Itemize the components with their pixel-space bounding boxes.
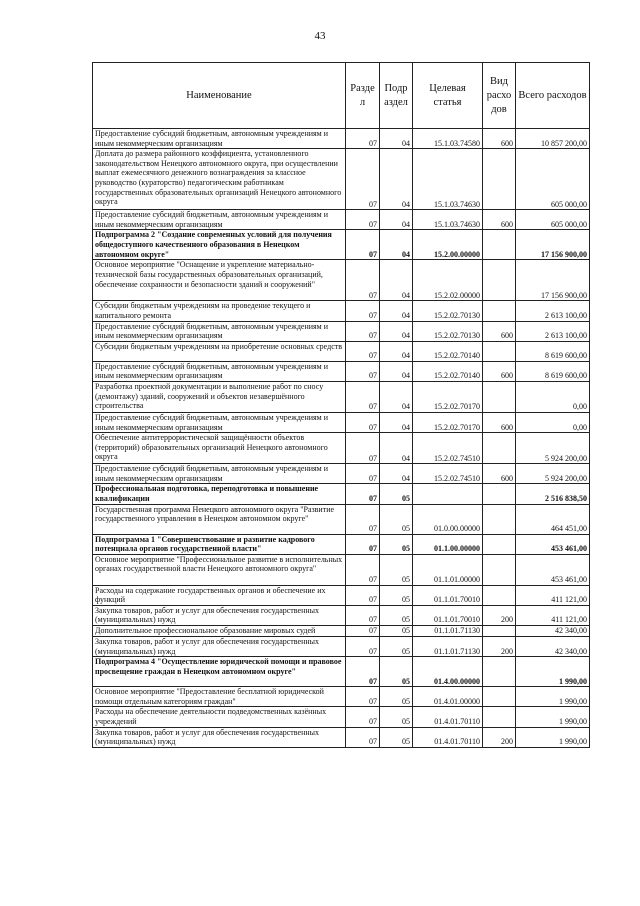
header-name: Наименование	[93, 63, 346, 129]
table-row	[93, 341, 590, 361]
cell-total: 0,00	[516, 412, 590, 432]
cell-name: Основное мероприятие "Предоставление бесплатной юридической помощи отдельным категориям граждан"	[93, 687, 346, 707]
cell-name: Доплата до размера районного коэффициента, установленного законодательством Ненецкого автономного округа, при осуществлении выплат ежемесячного денежного вознаграждения за классное руководство (кураторство) педагогическим работникам государственных образовательных организаций Ненецкого автономного округа	[93, 149, 346, 210]
cell-razdel: 07	[346, 210, 380, 230]
cell-razdel: 07	[346, 727, 380, 747]
cell-total: 10 857 200,00	[516, 129, 590, 149]
cell-expense-type	[483, 260, 516, 301]
table-row	[93, 260, 590, 301]
cell-total: 17 156 900,00	[516, 230, 590, 260]
cell-target-article: 15.2.02.74510	[413, 433, 483, 464]
cell-name: Подпрограмма 1 "Совершенствование и развитие кадрового потенциала органов государственной власти"	[93, 534, 346, 554]
cell-name: Основное мероприятие "Оснащение и укрепление материально-технической базы государственных образовательных организаций, обеспечение сохранности и безопасности зданий и сооружений"	[93, 260, 346, 301]
cell-podrazdel: 04	[380, 412, 413, 432]
cell-razdel: 07	[346, 149, 380, 210]
table-row	[93, 707, 590, 727]
cell-total: 453 461,00	[516, 534, 590, 554]
cell-target-article: 15.2.02.70140	[413, 341, 483, 361]
table-row	[93, 534, 590, 554]
header-razdel: Разде л	[346, 63, 380, 129]
cell-total: 2 613 100,00	[516, 301, 590, 321]
table-row	[93, 210, 590, 230]
cell-target-article: 01.4.00.00000	[413, 657, 483, 687]
cell-target-article: 01.4.01.00000	[413, 687, 483, 707]
cell-expense-type	[483, 534, 516, 554]
cell-target-article: 15.2.02.70140	[413, 361, 483, 381]
cell-expense-type	[483, 484, 516, 504]
cell-razdel: 07	[346, 433, 380, 464]
cell-podrazdel: 05	[380, 687, 413, 707]
cell-total: 1 990,00	[516, 727, 590, 747]
cell-name: Расходы на обеспечение деятельности подведомственных казённых учреждений	[93, 707, 346, 727]
cell-target-article: 15.2.02.70170	[413, 412, 483, 432]
cell-name: Обеспечение антитеррористической защищённости объектов (территорий) образовательных организаций Ненецкого автономного округа	[93, 433, 346, 464]
cell-target-article: 15.2.02.70170	[413, 381, 483, 412]
cell-total: 464 451,00	[516, 504, 590, 534]
cell-target-article: 01.4.01.70110	[413, 727, 483, 747]
cell-razdel: 07	[346, 301, 380, 321]
cell-podrazdel: 05	[380, 504, 413, 534]
cell-target-article: 01.1.01.70010	[413, 585, 483, 605]
table-row	[93, 230, 590, 260]
header-target-article: Целевая статья	[413, 63, 483, 129]
cell-target-article: 15.2.02.74510	[413, 464, 483, 484]
table-row	[93, 484, 590, 504]
cell-total: 2 613 100,00	[516, 321, 590, 341]
cell-razdel: 07	[346, 605, 380, 625]
cell-name: Расходы на содержание государственных органов и обеспечение их функций	[93, 585, 346, 605]
cell-name: Профессиональная подготовка, переподготовка и повышение квалификации	[93, 484, 346, 504]
table-row	[93, 321, 590, 341]
cell-target-article: 01.4.01.70110	[413, 707, 483, 727]
cell-razdel: 07	[346, 464, 380, 484]
cell-name: Субсидии бюджетным учреждениям на проведение текущего и капитального ремонта	[93, 301, 346, 321]
cell-podrazdel: 05	[380, 727, 413, 747]
cell-podrazdel: 05	[380, 657, 413, 687]
cell-razdel: 07	[346, 637, 380, 657]
cell-podrazdel: 04	[380, 381, 413, 412]
table-row	[93, 129, 590, 149]
table-row	[93, 504, 590, 534]
cell-total: 42 340,00	[516, 626, 590, 637]
header-total: Всего расходов	[516, 63, 590, 129]
cell-name: Основное мероприятие "Профессиональное развитие в исполнительных органах государственной власти Ненецкого автономного округа"	[93, 554, 346, 585]
cell-total: 0,00	[516, 381, 590, 412]
header-podrazdel: Подр аздел	[380, 63, 413, 129]
cell-expense-type	[483, 433, 516, 464]
cell-target-article: 15.1.03.74630	[413, 210, 483, 230]
cell-podrazdel: 04	[380, 464, 413, 484]
cell-podrazdel: 04	[380, 210, 413, 230]
cell-total: 1 990,00	[516, 687, 590, 707]
cell-target-article: 01.1.00.00000	[413, 534, 483, 554]
table-row	[93, 657, 590, 687]
cell-name: Разработка проектной документации и выполнение работ по сносу (демонтажу) зданий, сооружений и объектов незавершённого строительства	[93, 381, 346, 412]
cell-name: Закупка товаров, работ и услуг для обеспечения государственных (муниципальных) нужд	[93, 605, 346, 625]
cell-expense-type: 600	[483, 412, 516, 432]
cell-total: 1 990,00	[516, 657, 590, 687]
cell-expense-type	[483, 554, 516, 585]
cell-expense-type	[483, 657, 516, 687]
header-row	[93, 63, 590, 129]
cell-podrazdel: 04	[380, 129, 413, 149]
cell-expense-type: 200	[483, 605, 516, 625]
cell-target-article: 15.2.00.00000	[413, 230, 483, 260]
cell-podrazdel: 04	[380, 321, 413, 341]
cell-expense-type: 600	[483, 129, 516, 149]
cell-expense-type: 600	[483, 210, 516, 230]
cell-podrazdel: 05	[380, 585, 413, 605]
cell-podrazdel: 04	[380, 301, 413, 321]
cell-razdel: 07	[346, 554, 380, 585]
cell-target-article: 01.1.01.70010	[413, 605, 483, 625]
table-row	[93, 412, 590, 432]
cell-razdel: 07	[346, 657, 380, 687]
table-row	[93, 585, 590, 605]
cell-expense-type	[483, 687, 516, 707]
cell-expense-type: 200	[483, 637, 516, 657]
cell-target-article: 15.2.02.70130	[413, 321, 483, 341]
cell-razdel: 07	[346, 534, 380, 554]
cell-total: 42 340,00	[516, 637, 590, 657]
cell-podrazdel: 05	[380, 484, 413, 504]
cell-total: 453 461,00	[516, 554, 590, 585]
cell-target-article: 01.1.01.00000	[413, 554, 483, 585]
table-row	[93, 637, 590, 657]
cell-name: Предоставление субсидий бюджетным, автономным учреждениям и иным некоммерческим организациям	[93, 412, 346, 432]
cell-expense-type	[483, 504, 516, 534]
cell-podrazdel: 05	[380, 554, 413, 585]
cell-expense-type: 200	[483, 727, 516, 747]
cell-total: 605 000,00	[516, 210, 590, 230]
cell-total: 8 619 600,00	[516, 361, 590, 381]
cell-name: Предоставление субсидий бюджетным, автономным учреждениям и иным некоммерческим организациям	[93, 464, 346, 484]
cell-podrazdel: 04	[380, 260, 413, 301]
cell-total: 411 121,00	[516, 585, 590, 605]
cell-podrazdel: 05	[380, 637, 413, 657]
cell-razdel: 07	[346, 484, 380, 504]
table-row	[93, 727, 590, 747]
cell-name: Закупка товаров, работ и услуг для обеспечения государственных (муниципальных) нужд	[93, 637, 346, 657]
cell-name: Субсидии бюджетным учреждениям на приобретение основных средств	[93, 341, 346, 361]
table-row	[93, 149, 590, 210]
cell-razdel: 07	[346, 361, 380, 381]
cell-name: Государственная программа Ненецкого автономного округа "Развитие государственного управления в Ненецком автономном округе"	[93, 504, 346, 534]
cell-expense-type	[483, 149, 516, 210]
cell-name: Предоставление субсидий бюджетным, автономным учреждениям и иным некоммерческим организациям	[93, 361, 346, 381]
cell-name: Дополнительное профессиональное образование мировых судей	[93, 626, 346, 637]
cell-podrazdel: 04	[380, 433, 413, 464]
cell-target-article: 01.1.01.71130	[413, 637, 483, 657]
cell-total: 8 619 600,00	[516, 341, 590, 361]
cell-name: Подпрограмма 4 "Осуществление юридической помощи и правовое просвещение граждан в Ненецком автономном округе"	[93, 657, 346, 687]
cell-expense-type	[483, 301, 516, 321]
cell-expense-type: 600	[483, 321, 516, 341]
cell-podrazdel: 04	[380, 230, 413, 260]
cell-total: 605 000,00	[516, 149, 590, 210]
cell-target-article: 15.2.02.00000	[413, 260, 483, 301]
cell-expense-type	[483, 626, 516, 637]
cell-expense-type	[483, 341, 516, 361]
table-row	[93, 626, 590, 637]
cell-expense-type	[483, 585, 516, 605]
cell-target-article: 15.1.03.74580	[413, 129, 483, 149]
cell-total: 17 156 900,00	[516, 260, 590, 301]
cell-target-article: 01.1.01.71130	[413, 626, 483, 637]
table-row	[93, 464, 590, 484]
cell-target-article: 15.2.02.70130	[413, 301, 483, 321]
cell-name: Предоставление субсидий бюджетным, автономным учреждениям и иным некоммерческим организациям	[93, 321, 346, 341]
table-row	[93, 361, 590, 381]
cell-target-article: 01.0.00.00000	[413, 504, 483, 534]
table-row	[93, 381, 590, 412]
cell-razdel: 07	[346, 381, 380, 412]
cell-razdel: 07	[346, 412, 380, 432]
page-number: 43	[314, 30, 326, 42]
cell-razdel: 07	[346, 585, 380, 605]
cell-expense-type	[483, 230, 516, 260]
cell-razdel: 07	[346, 626, 380, 637]
table-row	[93, 301, 590, 321]
cell-razdel: 07	[346, 504, 380, 534]
cell-name: Предоставление субсидий бюджетным, автономным учреждениям и иным некоммерческим организациям	[93, 129, 346, 149]
header-expense-type: Вид расхо дов	[483, 63, 516, 129]
cell-total: 411 121,00	[516, 605, 590, 625]
cell-total: 5 924 200,00	[516, 464, 590, 484]
cell-podrazdel: 04	[380, 149, 413, 210]
cell-podrazdel: 04	[380, 361, 413, 381]
table-row	[93, 433, 590, 464]
cell-expense-type	[483, 707, 516, 727]
cell-podrazdel: 05	[380, 605, 413, 625]
cell-razdel: 07	[346, 321, 380, 341]
cell-razdel: 07	[346, 707, 380, 727]
cell-name: Подпрограмма 2 "Создание современных условий для получения общедоступного качественного образования в Ненецком автономном округе"	[93, 230, 346, 260]
table-row	[93, 605, 590, 625]
cell-podrazdel: 04	[380, 341, 413, 361]
cell-name: Предоставление субсидий бюджетным, автономным учреждениям и иным некоммерческим организациям	[93, 210, 346, 230]
cell-razdel: 07	[346, 129, 380, 149]
cell-total: 5 924 200,00	[516, 433, 590, 464]
cell-razdel: 07	[346, 341, 380, 361]
cell-expense-type: 600	[483, 464, 516, 484]
cell-podrazdel: 05	[380, 534, 413, 554]
table-row	[93, 554, 590, 585]
cell-razdel: 07	[346, 687, 380, 707]
cell-name: Закупка товаров, работ и услуг для обеспечения государственных (муниципальных) нужд	[93, 727, 346, 747]
cell-podrazdel: 05	[380, 707, 413, 727]
cell-razdel: 07	[346, 230, 380, 260]
cell-podrazdel: 05	[380, 626, 413, 637]
cell-target-article: 15.1.03.74630	[413, 149, 483, 210]
cell-total: 1 990,00	[516, 707, 590, 727]
cell-total: 2 516 838,50	[516, 484, 590, 504]
cell-razdel: 07	[346, 260, 380, 301]
table-row	[93, 687, 590, 707]
cell-expense-type	[483, 381, 516, 412]
cell-target-article	[413, 484, 483, 504]
budget-table	[92, 62, 590, 748]
cell-expense-type: 600	[483, 361, 516, 381]
